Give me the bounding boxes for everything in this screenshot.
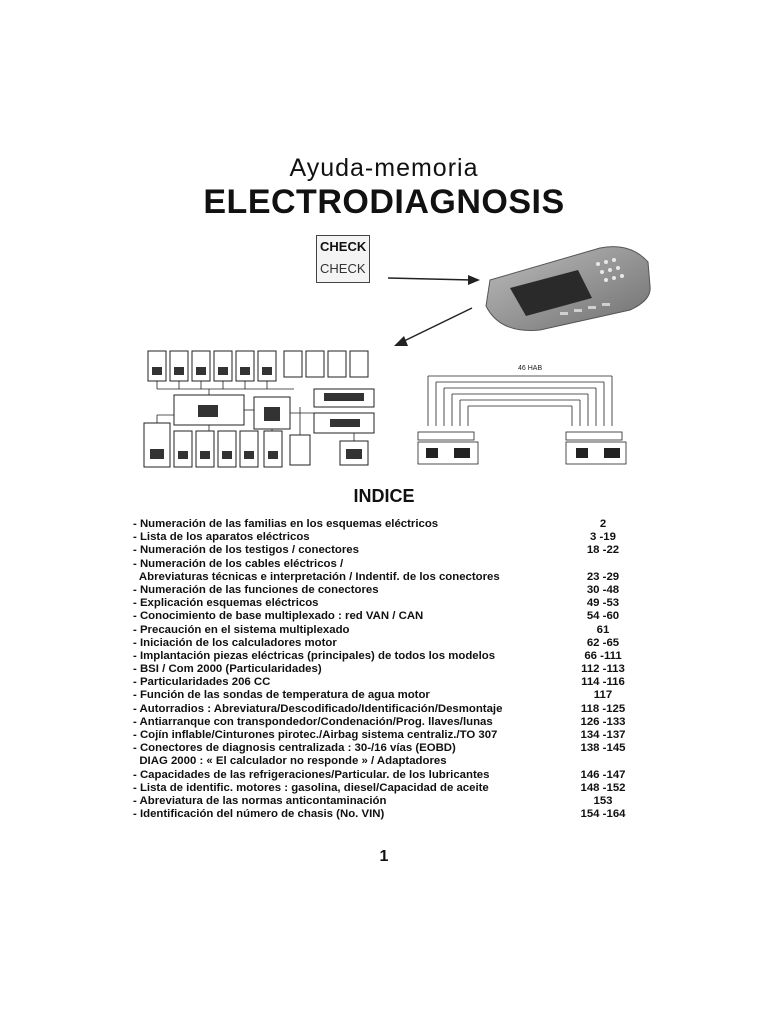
arrow-to-device xyxy=(388,278,472,280)
index-list xyxy=(133,518,643,821)
index-entry-label: - Autorradios : Abreviatura/Descodificado/Identificación/Desmontaje xyxy=(133,702,503,715)
index-entry xyxy=(133,637,643,650)
index-entry-label: - Función de las sondas de temperatura de agua motor xyxy=(133,689,430,702)
flow-arrows xyxy=(380,268,490,358)
index-entry-label: - Capacidades de las refrigeraciones/Particular. de los lubricantes xyxy=(133,768,490,781)
index-entry-pages: 49 -53 xyxy=(586,597,620,610)
index-entry-label: - Abreviatura de las normas anticontaminación xyxy=(133,794,387,807)
electrical-block-diagram xyxy=(134,345,384,475)
index-entry-pages: 117 xyxy=(593,689,613,702)
index-entry-label: - Numeración de los cables eléctricos / xyxy=(133,557,344,570)
index-entry-pages: 18 -22 xyxy=(586,544,620,557)
index-entry-pages: 61 xyxy=(596,623,610,636)
index-entry-pages: 114 -116 xyxy=(581,676,625,689)
index-entry xyxy=(133,571,643,584)
index-entry xyxy=(133,663,643,676)
index-entry xyxy=(133,742,643,755)
index-entry-label: - Numeración de las funciones de conectores xyxy=(133,583,379,596)
index-entry-pages: 30 -48 xyxy=(586,583,620,596)
index-entry-label: - Implantación piezas eléctricas (principales) de todos los modelos xyxy=(133,649,496,662)
check-label-primary: CHECK xyxy=(320,239,367,254)
index-entry-label: - Lista de los aparatos eléctricos xyxy=(133,531,310,544)
index-entry-label: - Iniciación de los calculadores motor xyxy=(133,636,337,649)
document-subtitle: Ayuda-memoria xyxy=(289,154,479,182)
index-entry-pages: 134 -137 xyxy=(580,729,626,741)
index-entry-label: - Precaución en el sistema multiplexado xyxy=(133,623,350,636)
index-entry-pages: 154 -164 xyxy=(580,808,626,821)
arrow-to-diagrams xyxy=(402,308,472,342)
index-entry xyxy=(133,518,643,531)
wiring-schematic xyxy=(400,360,640,475)
index-entry-pages: 112 -113 xyxy=(581,663,625,676)
index-entry xyxy=(133,610,643,623)
index-entry-label: - BSI / Com 2000 (Particularidades) xyxy=(133,663,322,676)
index-entry xyxy=(133,650,643,663)
index-entry-label: - Particularidades 206 CC xyxy=(133,676,271,689)
arrow-to-diagrams-head xyxy=(394,336,408,346)
index-entry-label: - Antiarranque con transpondedor/Condenación/Prog. llaves/lunas xyxy=(133,715,493,728)
index-entry xyxy=(133,558,643,571)
index-entry xyxy=(133,795,643,808)
index-entry-label: - Lista de identific. motores : gasolina, diesel/Capacidad de aceite xyxy=(133,781,489,794)
index-entry xyxy=(133,544,643,557)
index-entry-label: - Conectores de diagnosis centralizada : 30-/16 vías (EOBD) xyxy=(133,742,456,755)
index-entry xyxy=(133,703,643,716)
index-entry-label: DIAG 2000 : « El calculador no responde » / Adaptadores xyxy=(133,755,447,768)
index-entry-pages: 3 -19 xyxy=(590,531,616,544)
index-entry-label: - Cojín inflable/Cinturones pirotec./Airbag sistema centraliz./TO 307 xyxy=(133,729,498,741)
check-indicator xyxy=(316,235,370,283)
index-entry-pages: 54 -60 xyxy=(586,610,620,623)
index-entry-label: - Conocimiento de base multiplexado : red VAN / CAN xyxy=(133,610,424,623)
index-entry xyxy=(133,689,643,702)
wiring-label-46hab: 46 HAB xyxy=(518,365,543,372)
index-entry-pages: 153 xyxy=(593,794,613,807)
diagnostic-tool-illustration xyxy=(480,242,656,332)
index-entry-pages: 126 -133 xyxy=(580,715,626,728)
index-entry xyxy=(133,531,643,544)
index-entry-pages: 138 -145 xyxy=(580,742,626,755)
index-entry-pages: 2 xyxy=(599,518,607,530)
index-entry-label: - Explicación esquemas eléctricos xyxy=(133,597,319,610)
check-label-secondary: CHECK xyxy=(320,261,366,276)
index-heading: INDICE xyxy=(353,486,415,506)
index-entry xyxy=(133,597,643,610)
index-entry-label: Abreviaturas técnicas e interpretación / Indentif. de los conectores xyxy=(133,570,500,583)
index-entry xyxy=(133,624,643,637)
index-entry-pages: 66 -111 xyxy=(584,649,622,662)
index-entry-pages: 62 -65 xyxy=(586,636,620,649)
index-entry-pages: 146 -147 xyxy=(580,768,626,781)
index-entry xyxy=(133,716,643,729)
arrow-to-device-head xyxy=(468,275,480,285)
index-entry xyxy=(133,584,643,597)
index-entry-label: - Numeración de las familias en los esquemas eléctricos xyxy=(133,518,439,530)
index-entry xyxy=(133,808,643,821)
index-entry-label: - Identificación del número de chasis (No. VIN) xyxy=(133,808,385,821)
index-entry xyxy=(133,676,643,689)
document-title: ELECTRODIAGNOSIS xyxy=(203,183,565,221)
index-entry-pages: 23 -29 xyxy=(586,570,620,583)
index-entry xyxy=(133,729,643,742)
page-number: 1 xyxy=(379,848,389,865)
index-entry xyxy=(133,755,643,768)
index-entry-label: - Numeración de los testigos / conectores xyxy=(133,544,359,557)
index-entry-pages: 118 -125 xyxy=(580,702,626,715)
index-entry xyxy=(133,782,643,795)
index-entry-pages: 148 -152 xyxy=(580,781,626,794)
index-entry xyxy=(133,769,643,782)
